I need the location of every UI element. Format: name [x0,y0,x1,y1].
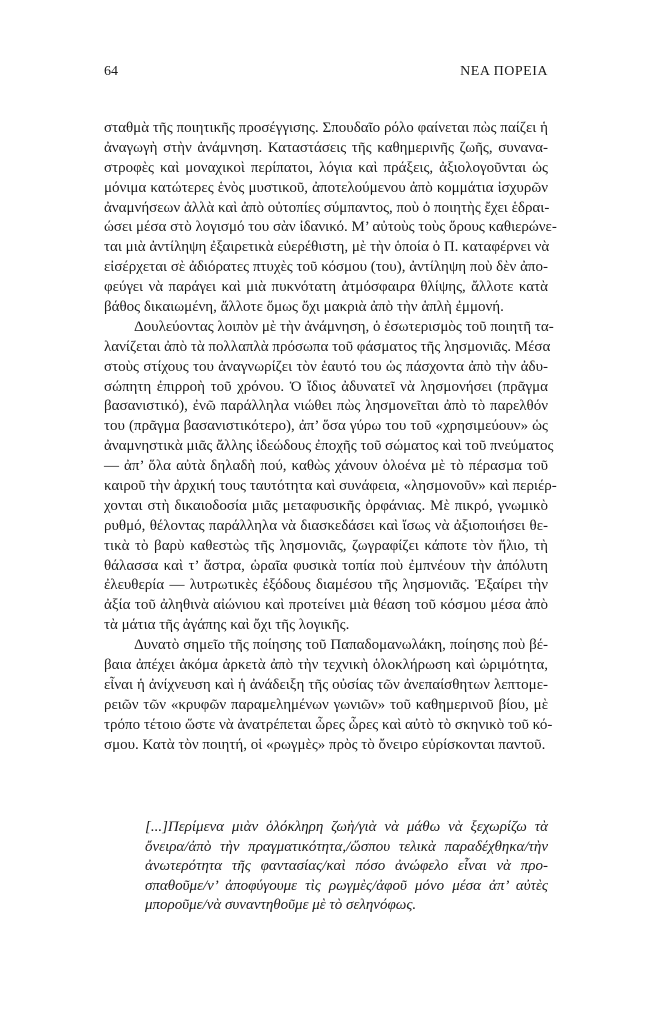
text-line: ρειῶν τῶν «κρυφῶν παραμελημένων γωνιῶν» τοῦ καθημερινοῦ βίου, μὲ [104,696,548,713]
text-line: ἐλευθερία — λυτρωτικὲς ἐξόδους διαμέσου τῆς λησμονιᾶς. Ἐξαίρει τὴν [104,577,548,594]
text-line: θάλασσα καὶ τ’ ἄστρα, ὡραῖα φυσικὰ τοπία ποὺ ἐμπνέουν τὴν ἀπόλυτη [104,557,548,574]
text-line: ρυθμό, θέλοντας παράλληλα νὰ διασκεδάσει καὶ ἴσως νὰ ἀξιοποιήσει θε- [104,517,548,534]
text-line: εἰσέρχεται σὲ ἀδιόρατες πτυχὲς τοῦ κόσμου (του), ἀντίληψη ποὺ δὲν ἀπο- [104,259,548,276]
text-line: ἀναγωγὴ στὴν ἀνάμνηση. Καταστάσεις τῆς καθημερινῆς ζωῆς, συνανα- [104,139,548,156]
poem-quote [145,818,548,916]
text-line: ἀναμνήσεων ἀλλὰ καὶ ἀπὸ οὐτοπίες σύμπαντος, ποὺ ὁ ποιητὴς ἔχει ἑδραι- [104,199,550,216]
text-line: στροφὲς καὶ μοναχικοὶ περίπατοι, λόγια καὶ πράξεις, ἀξιολογοῦνται ὡς [104,159,548,176]
quote-line: [...]Περίμενα μιὰν ὁλόκληρη ζωὴ/γιὰ νὰ μάθω νὰ ξεχωρίζω τὰ [145,819,548,835]
text-line: τικὰ τὸ βαρὺ καθεστὼς τῆς λησμονιᾶς, ζωγραφίζει κάποτε τὸν ἥλιο, τὴ [104,537,548,554]
text-line: ἀναμνηστικὰ μιᾶς ἄλλης ἰδεώδους ἐποχῆς τοῦ σώματος καὶ τοῦ πνεύματος [104,438,554,455]
text-line: του (πρᾶγμα βασανιστικότερο), ἀπ’ ὅσα γύρω του τοῦ «χρησιμεύουν» ὡς [104,418,548,435]
text-line: λανίζεται ἀπὸ τὰ πολλαπλὰ πρόσωπα τοῦ φάσματος τῆς λησμονιᾶς. Μέσα [104,338,551,355]
quote-line: μποροῦμε/νὰ συναντηθοῦμε μὲ τὸ σεληνόφως. [145,897,417,914]
text-line: σμου. Κατὰ τὸν ποιητή, οἱ «ρωγμὲς» πρὸς τὸ ὄνειρο εὑρίσκονται παντοῦ. [104,736,546,753]
quote-line: ἀνωτερότητα τῆς φαντασίας/καὶ πόσο ἀνώφελο εἶναι νὰ προ- [145,858,548,875]
text-line: καιροῦ τὴν ἀρχική τους ταυτότητα καὶ συνάφεια, «λησμονοῦν» καὶ περιέρ- [104,478,557,495]
text-line: στοὺς στίχους του ἀναγνωρίζει τὸν ἑαυτό του ὡς πάσχοντα ἀπὸ τὴν ἀδυ- [104,358,548,375]
quote-line: ὄνειρα/ἀπὸ τὴν πραγματικότητα,/ὥσπου τελικὰ παραδέχθηκα/τὴν [145,838,548,855]
text-line: φεύγει νὰ παράγει καὶ μιὰ πυκνότατη ἀτμόσφαιρα θλίψης, ἄλλοτε κατὰ [104,279,548,296]
text-line: ται μιὰ ἀντίληψη ἐξαιρετικὰ εὐερέθιστη, μὲ τὴν ὁποία ὁ Π. καταφέρνει νὰ [104,239,550,256]
text-line: Δυνατὸ σημεῖο τῆς ποίησης τοῦ Παπαδομανωλάκη, ποίησης ποὺ βέ- [134,637,548,654]
text-line: βάθος δικαιωμένη, ἄλλοτε ὅμως ὄχι μακριὰ ἀπὸ τὴν ἁπλὴ ἐμμονή. [104,299,504,316]
text-line: μόνιμα κατώτερες ἑνὸς μυστικοῦ, ἀποτελούμενου ἀπὸ κομμάτια ἰσχυρῶν [104,179,548,196]
text-line: ώσει μέσα στὸ λογισμό του σὰν ἰδανικό. Μ’ αὐτοὺς τοὺς ὅρους καθιερώνε- [104,219,557,236]
text-line: τρόπο τέτοιο ὥστε νὰ ἀνατρέπεται ὧρες ὧρες καὶ αὐτὸ τὸ σκηνικὸ τοῦ κό- [104,716,553,733]
text-line: σώπητη ἐπιρροὴ τοῦ χρόνου. Ὁ ἴδιος ἀδυνατεῖ νὰ λησμονήσει (πρᾶγμα [104,378,548,395]
text-line: — ἀπ’ ὅλα αὐτὰ δηλαδὴ πού, καθὼς χάνουν ὁλοένα μὲ τὸ πέρασμα τοῦ [104,458,548,475]
text-line: βασανιστικό), ἐνῶ παράλληλα νιώθει πὼς λησμονεῖται ἀπὸ τὸ παρελθόν [104,398,548,415]
text-line: εἶναι ἡ ἀνίχνευση καὶ ἡ ἀνάδειξη τῆς οὐσίας τῶν ἀνεπαίσθητων λεπτομε- [104,676,548,693]
text-line: σταθμὰ τῆς ποιητικῆς προσέγγισης. Σπουδαῖο ρόλο φαίνεται πὼς παίζει ἡ [104,120,548,136]
text-line: χονται στὴ δικαιοδοσία μιᾶς μεταφυσικῆς ὀρφάνιας. Μὲ πικρό, γνωμικὸ [104,497,548,514]
text-line: τὰ μάτια τῆς ἀγάπης καὶ ὄχι τῆς λογικῆς. [104,617,350,634]
text-line: βαια ἀπέχει ἀκόμα ἀρκετὰ ἀπὸ τὴν τεχνικὴ ὁλοκλήρωση καὶ ὡριμότητα, [104,657,548,674]
page-number: 64 [104,64,118,79]
running-title: ΝΕΑ ΠΟΡΕΙΑ [460,64,548,79]
text-line: Δουλεύοντας λοιπὸν μὲ τὴν ἀνάμνηση, ὁ ἐσωτερισμὸς τοῦ ποιητῆ τα- [134,318,554,335]
text-line: ἀξία τοῦ ἀληθινὰ αἰώνιου καὶ προτείνει μιὰ θέαση τοῦ κόσμου μέσα ἀπὸ [104,597,548,614]
quote-line: σπαθοῦμε/ν’ ἀποφύγουμε τὶς ρωγμὲς/ἀφοῦ μόνο μέσα ἀπ’ αὐτὲς [145,877,548,894]
body-text [104,119,557,756]
